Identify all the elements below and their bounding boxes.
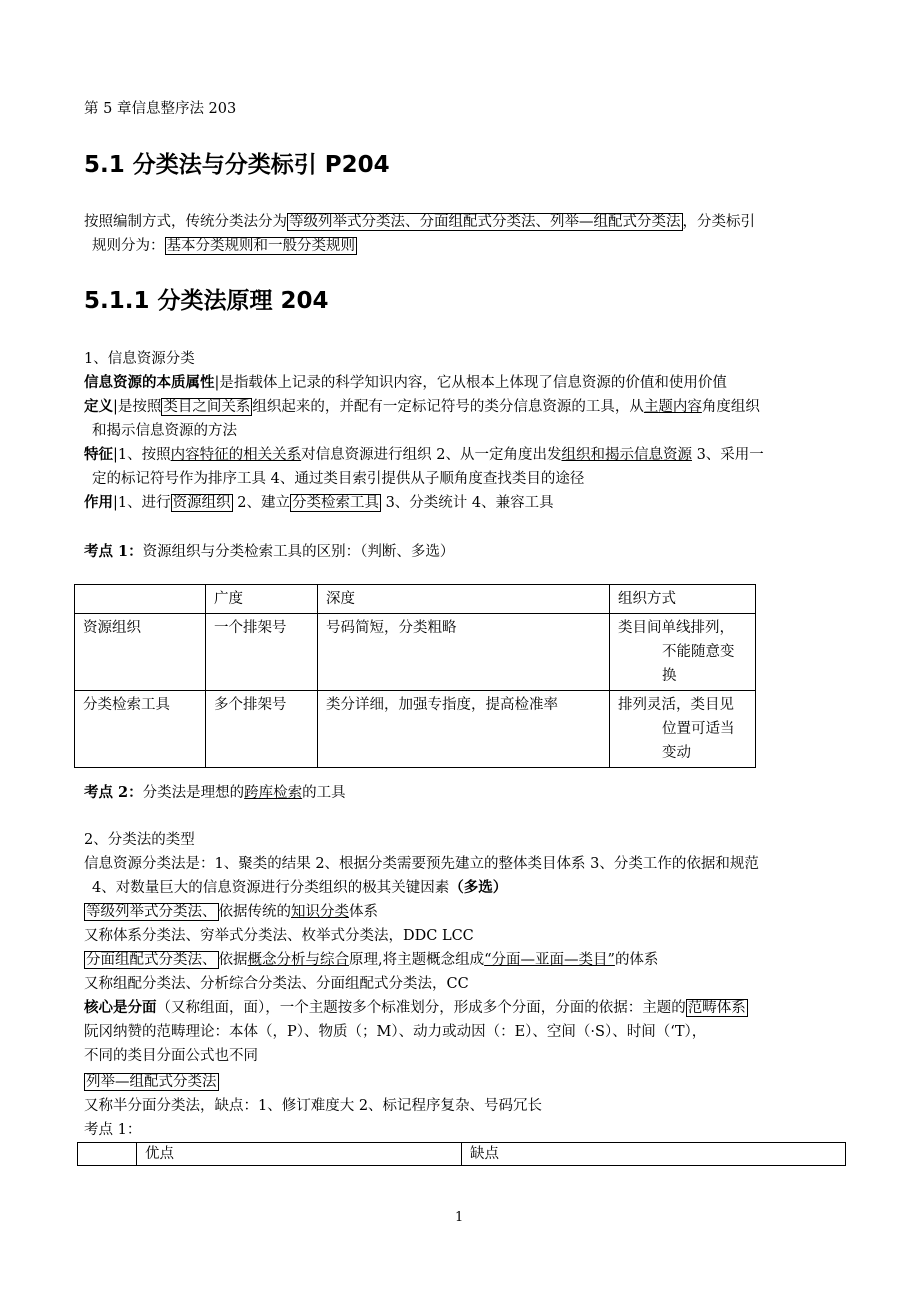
key-point-2: 考点 2：分类法是理想的跨库检索的工具 bbox=[84, 784, 346, 801]
ranganathan-line: 阮冈纳赞的范畴理论：本体（，P）、物质（；M）、动力或动因（：E）、空间（·S）、时间（‘T）， bbox=[84, 1024, 707, 1040]
s2-title: 2、分类法的类型 bbox=[84, 832, 195, 848]
s2-line-2: 4、对数量巨大的信息资源进行分类组织的极其关键因素（多选） bbox=[92, 879, 508, 896]
boxed-term: 基本分类规则和一般分类规则 bbox=[166, 238, 355, 254]
section-heading-5-1-1: 5.1.1 分类法原理 204 bbox=[84, 288, 329, 314]
type-1-line: 等级列举式分类法、 依据传统的知识分类体系 bbox=[86, 904, 378, 920]
s1-definition: 定义|是按照 类目之间关系 组织起来的，并配有一定标记符号的类分信息资源的工具，从主题内容角度组织 bbox=[84, 398, 760, 415]
diff-line: 不同的类目分面公式也不同 bbox=[84, 1048, 258, 1064]
type-3-alias: 又称半分面分类法，缺点：1、修订难度大 2、标记程序复杂、号码冗长 bbox=[84, 1098, 543, 1114]
s1-attribute: 信息资源的本质属性|是指载体上记录的科学知识内容，它从根本上体现了信息资源的价值和使用价值 bbox=[84, 374, 727, 391]
pros-cons-table bbox=[77, 1142, 846, 1166]
s1-features-cont: 定的标记符号作为排序工具 4、通过类目索引提供从子顺角度查找类目的途径 bbox=[92, 471, 585, 487]
type-2-line: 分面组配式分类法、 依据概念分析与综合原理,将主题概念组成“分面—亚面—类目”的体系 bbox=[86, 952, 659, 968]
type-1-alias: 又称体系分类法、穷举式分类法、枚举式分类法，DDC LCC bbox=[84, 928, 474, 944]
table-row: 分类检索工具 多个排架号 类分详细，加强专指度，提高检准率 排列灵活，类目见 位置可适当 变动 bbox=[75, 691, 756, 768]
section-heading-5-1: 5.1 分类法与分类标引 P204 bbox=[84, 152, 390, 178]
key-point-label: 考点 1： bbox=[84, 1122, 142, 1138]
intro-line-1: 按照编制方式，传统分类法分为 等级列举式分类法、分面组配式分类法、列举—组配式分类法 ，分类标引 bbox=[84, 214, 755, 230]
key-point-1: 考点 1：资源组织与分类检索工具的区别：（判断、多选） bbox=[84, 543, 455, 560]
type-2-alias: 又称组配分类法、分析综合分类法、分面组配式分类法，CC bbox=[84, 976, 469, 992]
chapter-line: 第 5 章信息整序法 203 bbox=[84, 101, 237, 117]
s1-usage: 作用|1、进行 资源组织 2、建立 分类检索工具 3、分类统计 4、兼容工具 bbox=[84, 494, 554, 511]
intro-line-2: 规则分为： 基本分类规则和一般分类规则 bbox=[92, 238, 355, 254]
s1-title: 1、信息资源分类 bbox=[84, 351, 195, 367]
table-row: 资源组织 一个排架号 号码简短，分类粗略 类目间单线排列， 不能随意变 换 bbox=[75, 614, 756, 691]
type-3-line: 列举—组配式分类法 bbox=[86, 1074, 217, 1090]
s2-line-1: 信息资源分类法是：1、聚类的结果 2、根据分类需要预先建立的整体类目体系 3、分类工作的依据和规范 bbox=[84, 856, 759, 872]
s1-features: 特征|1、按照内容特征的相关关系对信息资源进行组织 2、从一定角度出发组织和揭示信息资源 3、采用一 bbox=[84, 446, 764, 463]
core-line: 核心是分面（又称组面，面），一个主题按多个标准划分，形成多个分面，分面的依据：主题的 范畴体系 bbox=[84, 999, 746, 1016]
table-header-row: 广度 深度 组织方式 bbox=[75, 585, 756, 614]
comparison-table bbox=[74, 584, 756, 768]
boxed-term: 等级列举式分类法、分面组配式分类法、列举—组配式分类法 bbox=[289, 214, 681, 230]
s1-definition-cont: 和揭示信息资源的方法 bbox=[92, 423, 237, 439]
page-number: 1 bbox=[455, 1210, 464, 1225]
table-header-row: 优点 缺点 bbox=[78, 1143, 846, 1166]
